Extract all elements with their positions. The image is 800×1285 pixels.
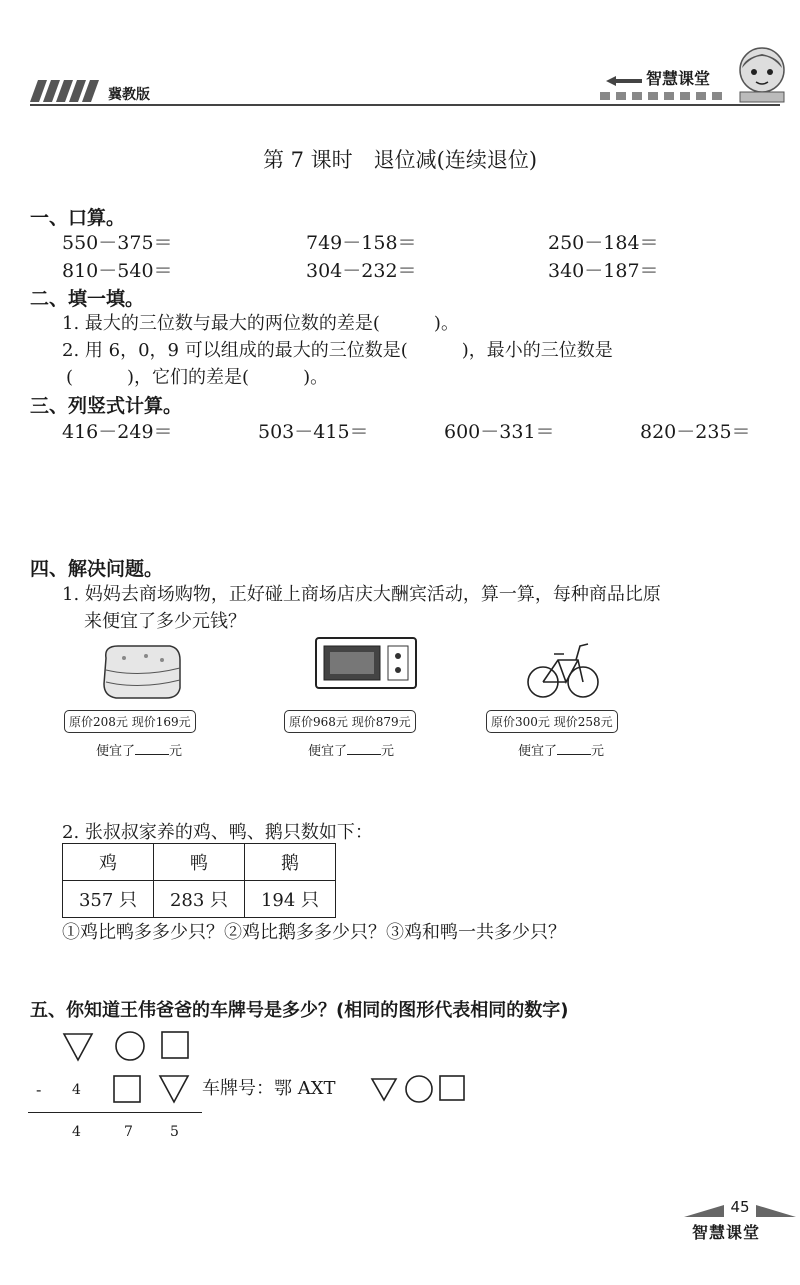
oral-calc-item: 550－375＝ (62, 232, 173, 254)
saved-suffix: 元 (169, 744, 183, 759)
table-header: 鹅 (245, 844, 336, 881)
lesson-title: 第 7 课时 退位减(连续退位) (262, 148, 538, 172)
saved-prefix: 便宜了 (96, 744, 136, 759)
microwave-saved-line (308, 740, 394, 759)
vertical-calc-item: 503－415＝ (258, 421, 369, 443)
table-cell: 357 只 (63, 881, 154, 918)
triangle-icon (158, 1074, 190, 1104)
bicycle-saved-line (518, 740, 604, 759)
subtraction-line (28, 1112, 202, 1113)
quilt-icon (100, 640, 184, 702)
bicycle-icon (526, 632, 600, 702)
oral-calc-item: 810－540＝ (62, 260, 173, 282)
footer-brand: 智慧课堂 (692, 1223, 761, 1242)
arrow-icon (606, 72, 642, 84)
header-dots-decoration (600, 92, 725, 100)
result-digit: 5 (170, 1124, 179, 1140)
square-icon (160, 1030, 190, 1060)
page-number: 45 (730, 1198, 750, 1216)
problem2-questions: ①鸡比鸭多多少只？②鸡比鹅多多少只？③鸡和鸭一共多少只？ (62, 922, 566, 943)
poultry-table (62, 843, 336, 918)
saved-prefix: 便宜了 (518, 744, 558, 759)
header-divider (30, 104, 780, 106)
section5-heading: 五、你知道王伟爸爸的车牌号是多少？(相同的图形代表相同的数字) (30, 1000, 569, 1021)
saved-prefix: 便宜了 (308, 744, 348, 759)
problem1-line2: 来便宜了多少元钱？ (84, 611, 246, 632)
microwave-price-label: 原价968元 现价879元 (284, 710, 416, 733)
minus-sign: - (36, 1080, 42, 1099)
microwave-icon (314, 636, 418, 692)
cartoon-girl-icon (732, 44, 792, 106)
oral-calc-item: 304－232＝ (306, 260, 417, 282)
bicycle-price-label: 原价300元 现价258元 (486, 710, 618, 733)
circle-icon (114, 1030, 146, 1062)
fill-question-2-line2: ( )，它们的差是( )。 (66, 367, 329, 388)
answer-blank[interactable] (557, 742, 591, 755)
oral-calc-item: 749－158＝ (306, 232, 417, 254)
saved-suffix: 元 (381, 744, 395, 759)
oral-calc-item: 250－184＝ (548, 232, 659, 254)
edition-label: 冀教版 (108, 87, 150, 103)
fill-question-2-line1: 2. 用 6，0，9 可以组成的最大的三位数是( )，最小的三位数是 (62, 340, 613, 361)
circle-icon (404, 1074, 434, 1104)
section2-heading: 二、填一填。 (30, 288, 145, 310)
table-header: 鸡 (63, 844, 154, 881)
square-icon (112, 1074, 142, 1104)
answer-blank[interactable] (135, 742, 169, 755)
fill-question-1: 1. 最大的三位数与最大的两位数的差是( )。 (62, 313, 459, 334)
vertical-calc-item: 600－331＝ (444, 421, 555, 443)
vertical-calc-item: 820－235＝ (640, 421, 751, 443)
result-digit: 4 (72, 1124, 81, 1140)
vertical-calc-item: 416－249＝ (62, 421, 173, 443)
table-header: 鸭 (154, 844, 245, 881)
quilt-price-label: 原价208元 现价169元 (64, 710, 196, 733)
table-cell: 283 只 (154, 881, 245, 918)
header-stripes-decoration (32, 80, 102, 102)
section3-heading: 三、列竖式计算。 (30, 395, 183, 417)
table-cell: 194 只 (245, 881, 336, 918)
answer-blank[interactable] (347, 742, 381, 755)
quilt-saved-line (96, 740, 182, 759)
triangle-icon (370, 1076, 398, 1102)
result-digit: 7 (124, 1124, 133, 1140)
section4-heading: 四、解决问题。 (30, 558, 164, 580)
poultry-table-wrap (62, 843, 336, 918)
problem2-intro: 2. 张叔叔家养的鸡、鸭、鹅只数如下： (62, 822, 373, 843)
section1-heading: 一、口算。 (30, 207, 126, 229)
saved-suffix: 元 (591, 744, 605, 759)
brand-label: 智慧课堂 (646, 69, 711, 88)
problem1-line1: 1. 妈妈去商场购物，正好碰上商场店庆大酬宾活动，算一算，每种商品比原 (62, 584, 661, 605)
square-icon (438, 1074, 466, 1102)
oral-calc-item: 340－187＝ (548, 260, 659, 282)
plate-label: 车牌号：鄂 AXT (202, 1078, 336, 1099)
digit-four: 4 (72, 1082, 81, 1098)
triangle-icon (62, 1032, 94, 1062)
